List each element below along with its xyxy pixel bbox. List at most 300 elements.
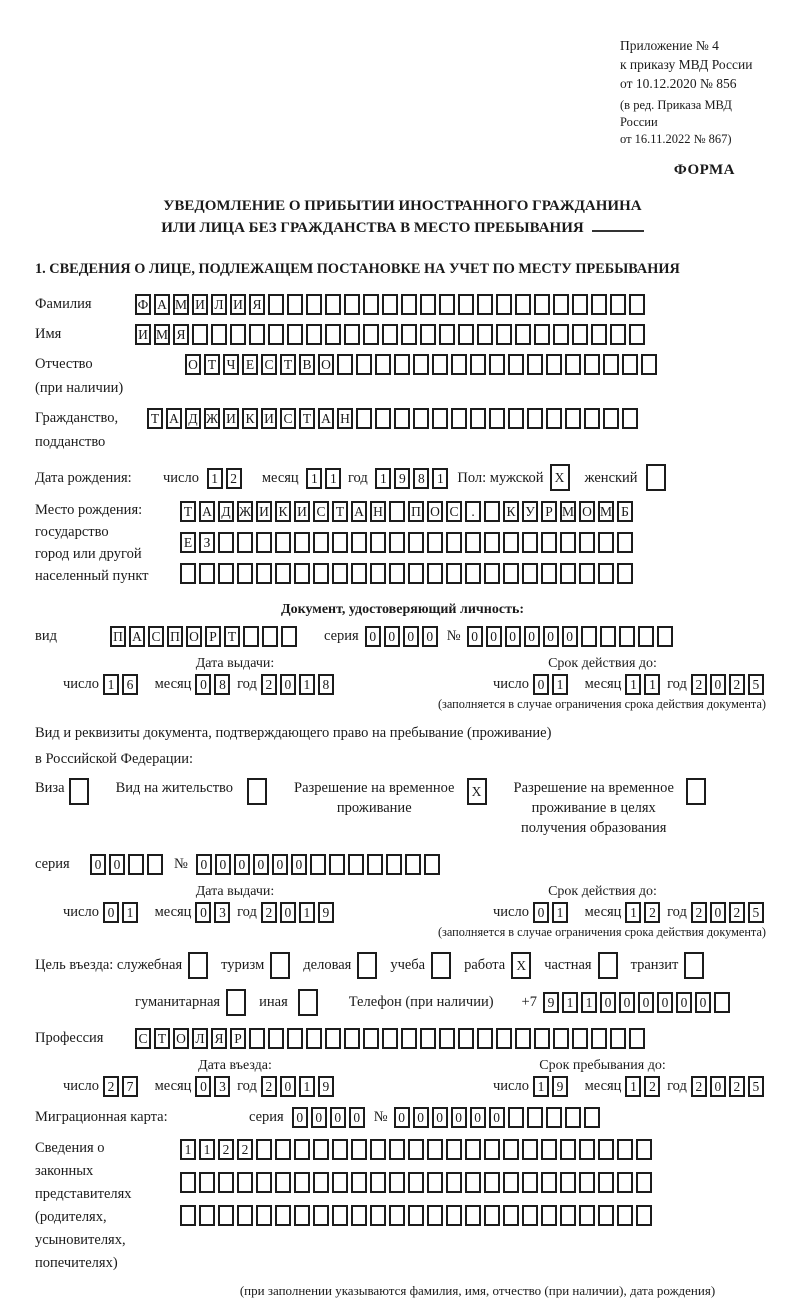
char-cell[interactable] [275, 1139, 291, 1160]
char-cell[interactable]: 0 [695, 992, 711, 1013]
char-cell[interactable] [629, 1028, 645, 1049]
char-cell[interactable] [598, 1205, 614, 1226]
char-cell[interactable]: С [135, 1028, 151, 1049]
char-cell[interactable]: 0 [413, 1107, 429, 1128]
char-cell[interactable]: К [503, 501, 519, 522]
char-cell[interactable]: О [173, 1028, 189, 1049]
char-cell[interactable] [294, 563, 310, 584]
char-cell[interactable] [641, 354, 657, 375]
char-cell[interactable]: А [154, 294, 170, 315]
char-cell[interactable]: 1 [299, 1076, 315, 1097]
char-cell[interactable]: 2 [226, 468, 242, 489]
char-cell[interactable]: 9 [318, 1076, 334, 1097]
char-cell[interactable] [256, 1139, 272, 1160]
char-cell[interactable] [424, 854, 440, 875]
char-cell[interactable] [508, 1107, 524, 1128]
char-cell[interactable]: 0 [403, 626, 419, 647]
char-cell[interactable] [610, 324, 626, 345]
char-cell[interactable] [351, 563, 367, 584]
char-cell[interactable]: 7 [122, 1076, 138, 1097]
char-cell[interactable]: 2 [729, 674, 745, 695]
char-cell[interactable] [356, 408, 372, 429]
char-cell[interactable]: 0 [638, 992, 654, 1013]
char-cell[interactable] [325, 1028, 341, 1049]
char-cell[interactable] [180, 1172, 196, 1193]
char-cell[interactable] [394, 354, 410, 375]
char-cell[interactable] [489, 408, 505, 429]
char-cell[interactable] [465, 1172, 481, 1193]
char-cell[interactable] [325, 294, 341, 315]
char-cell[interactable]: 9 [318, 902, 334, 923]
char-cell[interactable]: 0 [489, 1107, 505, 1128]
char-cell[interactable]: 0 [533, 674, 549, 695]
char-cell[interactable]: К [275, 501, 291, 522]
char-cell[interactable]: 1 [103, 674, 119, 695]
char-cell[interactable] [470, 354, 486, 375]
char-cell[interactable]: М [560, 501, 576, 522]
char-cell[interactable] [275, 1172, 291, 1193]
char-cell[interactable]: X [467, 778, 487, 805]
char-cell[interactable] [287, 1028, 303, 1049]
char-cell[interactable] [420, 324, 436, 345]
char-cell[interactable]: М [154, 324, 170, 345]
char-cell[interactable] [484, 1172, 500, 1193]
char-cell[interactable]: 0 [195, 902, 211, 923]
char-cell[interactable] [636, 1172, 652, 1193]
char-cell[interactable] [591, 324, 607, 345]
char-cell[interactable]: 8 [214, 674, 230, 695]
char-cell[interactable]: X [511, 952, 531, 979]
char-cell[interactable]: 0 [533, 902, 549, 923]
char-cell[interactable] [294, 532, 310, 553]
char-cell[interactable]: 0 [710, 674, 726, 695]
char-cell[interactable] [617, 1139, 633, 1160]
char-cell[interactable] [294, 1139, 310, 1160]
char-cell[interactable]: Т [204, 354, 220, 375]
purpose-other-checkbox[interactable] [298, 989, 321, 1016]
char-cell[interactable] [389, 501, 405, 522]
char-cell[interactable]: 2 [261, 674, 277, 695]
residence-permit-checkbox[interactable] [247, 778, 270, 805]
char-cell[interactable] [313, 1172, 329, 1193]
char-cell[interactable] [382, 1028, 398, 1049]
char-cell[interactable] [370, 1139, 386, 1160]
char-cell[interactable]: Л [211, 294, 227, 315]
char-cell[interactable] [629, 294, 645, 315]
char-cell[interactable] [275, 1205, 291, 1226]
char-cell[interactable] [427, 563, 443, 584]
char-cell[interactable]: 2 [691, 674, 707, 695]
char-cell[interactable] [522, 1205, 538, 1226]
char-cell[interactable] [565, 408, 581, 429]
char-cell[interactable]: Т [280, 354, 296, 375]
char-cell[interactable]: 0 [311, 1107, 327, 1128]
char-cell[interactable] [584, 354, 600, 375]
char-cell[interactable]: И [135, 324, 151, 345]
char-cell[interactable] [268, 1028, 284, 1049]
char-cell[interactable] [565, 354, 581, 375]
female-checkbox[interactable] [646, 464, 669, 491]
char-cell[interactable]: Т [299, 408, 315, 429]
char-cell[interactable]: 1 [299, 902, 315, 923]
char-cell[interactable] [389, 1139, 405, 1160]
char-cell[interactable] [256, 1205, 272, 1226]
char-cell[interactable] [617, 532, 633, 553]
char-cell[interactable] [270, 952, 290, 979]
char-cell[interactable]: 3 [214, 902, 230, 923]
char-cell[interactable] [579, 1205, 595, 1226]
char-cell[interactable]: 0 [292, 1107, 308, 1128]
char-cell[interactable]: О [579, 501, 595, 522]
char-cell[interactable] [405, 854, 421, 875]
char-cell[interactable] [363, 294, 379, 315]
char-cell[interactable]: 2 [729, 1076, 745, 1097]
char-cell[interactable] [560, 1205, 576, 1226]
char-cell[interactable] [256, 563, 272, 584]
char-cell[interactable] [515, 1028, 531, 1049]
char-cell[interactable]: Д [185, 408, 201, 429]
char-cell[interactable] [408, 563, 424, 584]
char-cell[interactable] [515, 324, 531, 345]
char-cell[interactable]: Т [147, 408, 163, 429]
char-cell[interactable]: 0 [657, 992, 673, 1013]
char-cell[interactable]: 0 [280, 1076, 296, 1097]
char-cell[interactable]: П [167, 626, 183, 647]
char-cell[interactable]: А [166, 408, 182, 429]
char-cell[interactable] [367, 854, 383, 875]
char-cell[interactable] [310, 854, 326, 875]
char-cell[interactable]: И [256, 501, 272, 522]
char-cell[interactable] [572, 324, 588, 345]
char-cell[interactable] [408, 1205, 424, 1226]
char-cell[interactable] [287, 324, 303, 345]
char-cell[interactable] [420, 1028, 436, 1049]
char-cell[interactable] [313, 1139, 329, 1160]
char-cell[interactable] [351, 1205, 367, 1226]
char-cell[interactable]: Н [337, 408, 353, 429]
char-cell[interactable]: 0 [562, 626, 578, 647]
char-cell[interactable]: 2 [644, 1076, 660, 1097]
char-cell[interactable] [598, 532, 614, 553]
char-cell[interactable] [427, 1205, 443, 1226]
char-cell[interactable] [622, 354, 638, 375]
char-cell[interactable] [598, 563, 614, 584]
char-cell[interactable]: 0 [470, 1107, 486, 1128]
char-cell[interactable]: Т [180, 501, 196, 522]
char-cell[interactable] [325, 324, 341, 345]
char-cell[interactable] [470, 408, 486, 429]
char-cell[interactable]: 0 [467, 626, 483, 647]
char-cell[interactable] [375, 354, 391, 375]
char-cell[interactable]: 1 [625, 1076, 641, 1097]
char-cell[interactable]: М [598, 501, 614, 522]
char-cell[interactable] [294, 1205, 310, 1226]
char-cell[interactable] [617, 563, 633, 584]
char-cell[interactable] [363, 324, 379, 345]
char-cell[interactable]: Я [211, 1028, 227, 1049]
char-cell[interactable]: С [261, 354, 277, 375]
char-cell[interactable] [256, 532, 272, 553]
char-cell[interactable] [636, 1139, 652, 1160]
char-cell[interactable]: Ч [223, 354, 239, 375]
char-cell[interactable]: О [186, 626, 202, 647]
char-cell[interactable] [332, 532, 348, 553]
char-cell[interactable] [515, 294, 531, 315]
char-cell[interactable] [484, 1139, 500, 1160]
male-checkbox[interactable] [550, 464, 573, 491]
char-cell[interactable] [636, 1205, 652, 1226]
char-cell[interactable]: 2 [261, 902, 277, 923]
char-cell[interactable]: Я [173, 324, 189, 345]
purpose-business-checkbox[interactable] [357, 952, 380, 979]
char-cell[interactable]: К [242, 408, 258, 429]
purpose-tourism-checkbox[interactable] [270, 952, 293, 979]
char-cell[interactable] [508, 354, 524, 375]
char-cell[interactable]: 1 [375, 468, 391, 489]
char-cell[interactable] [484, 532, 500, 553]
char-cell[interactable] [420, 294, 436, 315]
char-cell[interactable] [477, 294, 493, 315]
char-cell[interactable] [357, 952, 377, 979]
char-cell[interactable] [522, 1172, 538, 1193]
char-cell[interactable] [541, 1172, 557, 1193]
char-cell[interactable] [218, 1205, 234, 1226]
purpose-work-checkbox[interactable] [511, 952, 534, 979]
char-cell[interactable]: Е [180, 532, 196, 553]
char-cell[interactable]: 0 [109, 854, 125, 875]
char-cell[interactable] [484, 1205, 500, 1226]
char-cell[interactable] [351, 1172, 367, 1193]
char-cell[interactable] [199, 1205, 215, 1226]
char-cell[interactable] [370, 563, 386, 584]
char-cell[interactable] [541, 563, 557, 584]
char-cell[interactable]: В [299, 354, 315, 375]
char-cell[interactable]: X [550, 464, 570, 491]
char-cell[interactable]: С [148, 626, 164, 647]
char-cell[interactable] [598, 1172, 614, 1193]
char-cell[interactable]: 0 [676, 992, 692, 1013]
char-cell[interactable] [389, 1205, 405, 1226]
char-cell[interactable]: 9 [394, 468, 410, 489]
char-cell[interactable] [351, 1139, 367, 1160]
char-cell[interactable] [600, 626, 616, 647]
char-cell[interactable] [281, 626, 297, 647]
char-cell[interactable] [591, 294, 607, 315]
char-cell[interactable]: 2 [261, 1076, 277, 1097]
char-cell[interactable] [560, 532, 576, 553]
char-cell[interactable] [617, 1205, 633, 1226]
char-cell[interactable]: 0 [103, 902, 119, 923]
char-cell[interactable] [534, 294, 550, 315]
char-cell[interactable]: 2 [644, 902, 660, 923]
char-cell[interactable]: 0 [600, 992, 616, 1013]
char-cell[interactable] [218, 1172, 234, 1193]
char-cell[interactable] [584, 1107, 600, 1128]
char-cell[interactable] [579, 532, 595, 553]
char-cell[interactable] [337, 354, 353, 375]
char-cell[interactable]: 2 [103, 1076, 119, 1097]
char-cell[interactable]: Т [224, 626, 240, 647]
char-cell[interactable]: Е [242, 354, 258, 375]
char-cell[interactable] [527, 354, 543, 375]
char-cell[interactable] [313, 1205, 329, 1226]
char-cell[interactable] [256, 1172, 272, 1193]
char-cell[interactable] [218, 563, 234, 584]
char-cell[interactable] [298, 989, 318, 1016]
char-cell[interactable]: М [173, 294, 189, 315]
purpose-private-checkbox[interactable] [598, 952, 621, 979]
char-cell[interactable]: 0 [384, 626, 400, 647]
temp-residence-checkbox[interactable] [467, 778, 490, 805]
char-cell[interactable]: 0 [330, 1107, 346, 1128]
char-cell[interactable] [306, 1028, 322, 1049]
char-cell[interactable]: 5 [748, 674, 764, 695]
char-cell[interactable]: 0 [365, 626, 381, 647]
purpose-transit-checkbox[interactable] [684, 952, 707, 979]
char-cell[interactable] [427, 1172, 443, 1193]
char-cell[interactable] [541, 1205, 557, 1226]
char-cell[interactable] [458, 1028, 474, 1049]
char-cell[interactable] [439, 294, 455, 315]
char-cell[interactable] [401, 324, 417, 345]
char-cell[interactable] [527, 1107, 543, 1128]
char-cell[interactable] [351, 532, 367, 553]
char-cell[interactable]: О [185, 354, 201, 375]
char-cell[interactable] [560, 1139, 576, 1160]
char-cell[interactable] [572, 1028, 588, 1049]
char-cell[interactable] [199, 563, 215, 584]
char-cell[interactable] [686, 778, 706, 805]
char-cell[interactable] [332, 563, 348, 584]
char-cell[interactable] [432, 408, 448, 429]
char-cell[interactable] [218, 532, 234, 553]
char-cell[interactable] [579, 1139, 595, 1160]
char-cell[interactable] [180, 563, 196, 584]
char-cell[interactable]: 5 [748, 1076, 764, 1097]
char-cell[interactable] [211, 324, 227, 345]
char-cell[interactable] [69, 778, 89, 805]
char-cell[interactable] [522, 1139, 538, 1160]
char-cell[interactable] [584, 408, 600, 429]
char-cell[interactable] [446, 563, 462, 584]
char-cell[interactable] [508, 408, 524, 429]
char-cell[interactable] [237, 563, 253, 584]
char-cell[interactable]: 1 [552, 674, 568, 695]
char-cell[interactable]: 1 [432, 468, 448, 489]
char-cell[interactable] [603, 408, 619, 429]
char-cell[interactable]: 0 [710, 1076, 726, 1097]
char-cell[interactable] [581, 626, 597, 647]
char-cell[interactable]: Н [370, 501, 386, 522]
char-cell[interactable]: П [408, 501, 424, 522]
char-cell[interactable]: 1 [199, 1139, 215, 1160]
char-cell[interactable] [344, 1028, 360, 1049]
char-cell[interactable] [313, 532, 329, 553]
char-cell[interactable]: Ж [204, 408, 220, 429]
char-cell[interactable] [389, 563, 405, 584]
char-cell[interactable] [344, 324, 360, 345]
char-cell[interactable]: 0 [215, 854, 231, 875]
char-cell[interactable] [439, 324, 455, 345]
char-cell[interactable] [541, 1139, 557, 1160]
char-cell[interactable] [332, 1172, 348, 1193]
char-cell[interactable] [465, 1139, 481, 1160]
char-cell[interactable]: 2 [691, 1076, 707, 1097]
char-cell[interactable] [275, 532, 291, 553]
char-cell[interactable]: 2 [729, 902, 745, 923]
char-cell[interactable] [617, 1172, 633, 1193]
char-cell[interactable]: Р [230, 1028, 246, 1049]
char-cell[interactable] [598, 1139, 614, 1160]
char-cell[interactable] [579, 1172, 595, 1193]
char-cell[interactable]: 1 [533, 1076, 549, 1097]
char-cell[interactable] [313, 563, 329, 584]
char-cell[interactable] [610, 294, 626, 315]
char-cell[interactable] [451, 354, 467, 375]
char-cell[interactable]: 1 [122, 902, 138, 923]
purpose-humanitarian-checkbox[interactable] [226, 989, 249, 1016]
char-cell[interactable] [413, 408, 429, 429]
char-cell[interactable]: 0 [253, 854, 269, 875]
char-cell[interactable]: Т [154, 1028, 170, 1049]
char-cell[interactable]: Ж [237, 501, 253, 522]
char-cell[interactable] [394, 408, 410, 429]
char-cell[interactable]: 1 [581, 992, 597, 1013]
char-cell[interactable] [522, 532, 538, 553]
char-cell[interactable]: 1 [625, 674, 641, 695]
char-cell[interactable] [237, 532, 253, 553]
char-cell[interactable]: 9 [543, 992, 559, 1013]
char-cell[interactable]: З [199, 532, 215, 553]
char-cell[interactable] [249, 324, 265, 345]
char-cell[interactable]: 0 [280, 674, 296, 695]
char-cell[interactable] [503, 532, 519, 553]
char-cell[interactable]: 8 [318, 674, 334, 695]
char-cell[interactable] [329, 854, 345, 875]
char-cell[interactable] [534, 324, 550, 345]
char-cell[interactable]: Р [205, 626, 221, 647]
char-cell[interactable]: Я [249, 294, 265, 315]
char-cell[interactable]: 0 [524, 626, 540, 647]
char-cell[interactable] [546, 408, 562, 429]
char-cell[interactable] [382, 324, 398, 345]
char-cell[interactable] [332, 1205, 348, 1226]
char-cell[interactable] [541, 532, 557, 553]
char-cell[interactable] [619, 626, 635, 647]
char-cell[interactable] [598, 952, 618, 979]
char-cell[interactable] [714, 992, 730, 1013]
char-cell[interactable] [332, 1139, 348, 1160]
char-cell[interactable]: А [199, 501, 215, 522]
char-cell[interactable] [237, 1205, 253, 1226]
char-cell[interactable]: 0 [394, 1107, 410, 1128]
visa-checkbox[interactable] [69, 778, 92, 805]
char-cell[interactable] [503, 563, 519, 584]
char-cell[interactable] [572, 294, 588, 315]
char-cell[interactable] [646, 464, 666, 491]
char-cell[interactable]: 0 [349, 1107, 365, 1128]
char-cell[interactable] [477, 324, 493, 345]
char-cell[interactable] [503, 1172, 519, 1193]
char-cell[interactable]: 0 [195, 1076, 211, 1097]
char-cell[interactable]: 5 [748, 902, 764, 923]
char-cell[interactable]: С [280, 408, 296, 429]
char-cell[interactable]: П [110, 626, 126, 647]
char-cell[interactable]: 9 [552, 1076, 568, 1097]
char-cell[interactable] [386, 854, 402, 875]
char-cell[interactable]: О [318, 354, 334, 375]
char-cell[interactable] [465, 563, 481, 584]
